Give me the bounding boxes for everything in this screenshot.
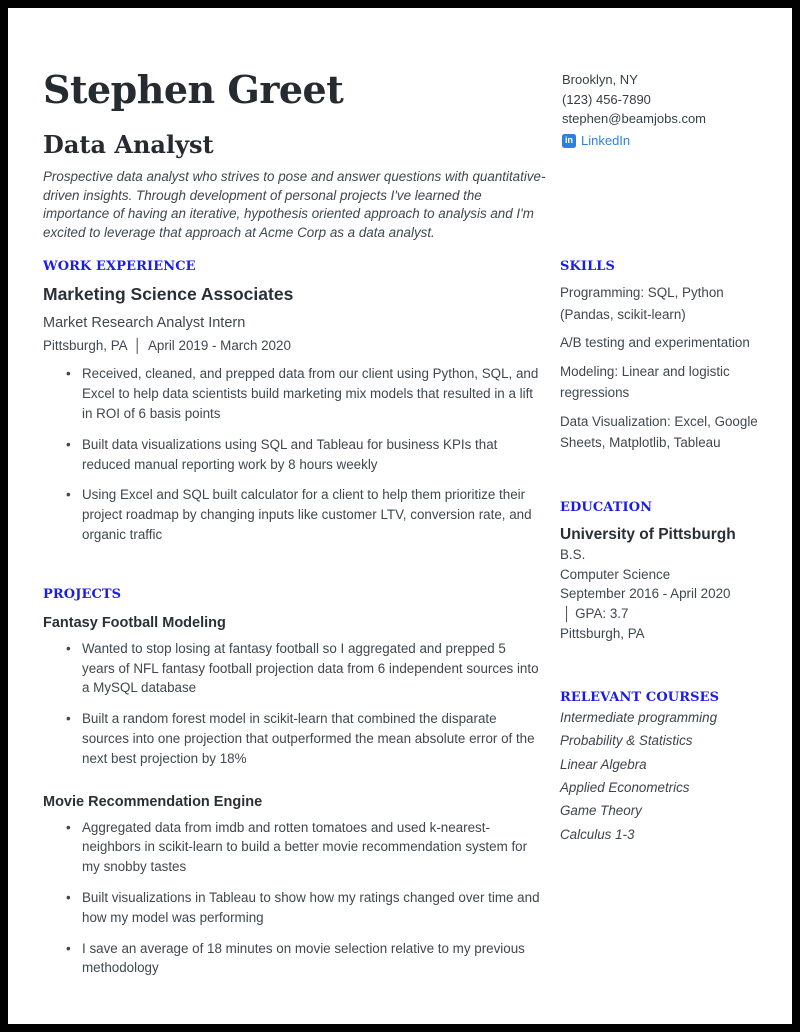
contact-block [562,62,772,242]
person-name: Stephen Greet [43,67,344,112]
work-company: Marketing Science Associates [43,284,294,305]
education-degree: B.S. [560,546,586,562]
contact-email: stephen@beamjobs.com [562,111,706,127]
body-columns [43,259,772,989]
skill-item: A/B testing and experimentation [560,335,750,351]
work-bullet: • Built data visualizations using SQL and Tableau for business KPIs that reduced manual reporting work by 8 hours weekly [66,435,540,475]
course-item: Applied Econometrics [560,780,690,796]
section-heading-skills: SKILLS [560,259,616,275]
education-dates: September 2016 - April 2020 [560,586,731,602]
work-meta [43,337,540,355]
work-role: Market Research Analyst Intern [43,315,246,332]
project-bullet: • I save an average of 18 minutes on movie selection relative to my previous methodology [66,939,540,979]
resume-header [43,62,772,242]
linkedin-row [562,131,772,151]
section-heading-relevant-courses: RELEVANT COURSES [560,689,720,705]
project-title: Movie Recommendation Engine [43,793,263,810]
section-heading-work-experience: WORK EXPERIENCE [43,259,196,275]
course-item: Linear Algebra [560,756,647,772]
project-bullet-list [43,818,540,979]
person-job-title: Data Analyst [43,130,214,159]
work-bullet: • Received, cleaned, and prepped data from our client using Python, SQL, and Excel to help data scientists build marketing mix models that resulted in a lift in ROI of 6 basis points [66,364,540,423]
linkedin-link[interactable]: LinkedIn [581,132,631,148]
education-school: University of Pittsburgh [560,525,736,543]
side-column [560,259,772,989]
section-heading-projects: PROJECTS [43,586,122,602]
section-heading-education: EDUCATION [560,499,653,515]
skill-item: Data Visualization: Excel, Google Sheets, Matplotlib, Tableau [560,413,758,451]
work-bullet-list [43,364,540,544]
project-bullet: • Built a random forest model in scikit-learn that combined the disparate sources into one projection that outperformed the mean absolute error of the next best projection by 18% [66,709,540,768]
project-bullet: • Wanted to stop losing at fantasy football so I aggregated and prepped 5 years of NFL fantasy football projection data from 6 independent sources into a MySQL database [66,639,540,698]
project-title: Fantasy Football Modeling [43,614,226,631]
course-item: Calculus 1-3 [560,826,635,842]
contact-location: Brooklyn, NY [562,72,638,87]
work-bullet: • Using Excel and SQL built calculator for a client to help them prioritize their project roadmap by changing inputs like customer LTV, conversion rate, and organic traffic [66,485,540,544]
linkedin-icon: in [562,134,576,148]
work-location: Pittsburgh, PA [43,338,128,354]
skill-item: Programming: SQL, Python (Pandas, scikit-learn) [560,285,724,322]
course-item: Intermediate programming [560,709,718,725]
education-gpa: │ GPA: 3.7 [563,606,629,622]
education-location: Pittsburgh, PA [560,626,645,642]
education-major: Computer Science [560,566,671,582]
main-column [43,259,540,989]
skill-item: Modeling: Linear and logistic regressions [560,363,730,401]
identity-block [43,62,548,242]
project-bullet: • Built visualizations in Tableau to show how my ratings changed over time and how my model was performing [66,888,540,928]
project-bullet: • Aggregated data from imdb and rotten tomatoes and used k-nearest-neighbors in scikit-learn to build a better movie recommendation system for my snobby tastes [66,818,540,877]
meta-separator: │ [133,338,142,354]
summary-paragraph: Prospective data analyst who strives to pose and answer questions with quantitative-driven insights. Through development of personal projects I've learned the importance of having an iterative, hypothesis oriented approach to analysis and I'm excited to leverage that approach at Acme Corp as a data analyst. [43,169,546,240]
contact-phone: (123) 456-7890 [562,91,651,107]
project-bullet-list [43,639,540,769]
work-dates: April 2019 - March 2020 [147,338,291,354]
course-item: Probability & Statistics [560,733,693,749]
course-item: Game Theory [560,803,642,819]
